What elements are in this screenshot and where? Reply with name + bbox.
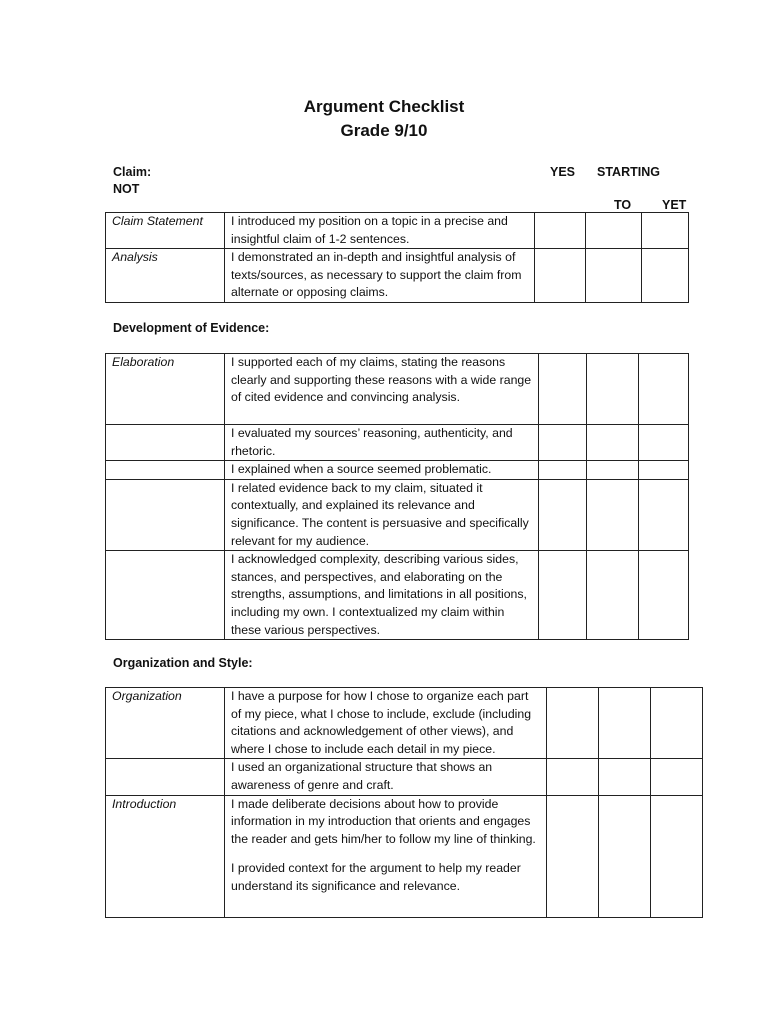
not-yet-checkbox-cell[interactable]: [639, 479, 689, 550]
page-title: Argument Checklist: [303, 97, 465, 116]
yes-checkbox-cell[interactable]: [539, 425, 587, 461]
yes-checkbox-cell[interactable]: [535, 249, 586, 303]
table-row: [106, 249, 689, 303]
not-yet-checkbox-cell[interactable]: [642, 213, 689, 249]
not-yet-checkbox-cell[interactable]: [651, 759, 703, 795]
table-row: [106, 425, 689, 461]
criteria-cell: [225, 795, 547, 917]
criteria-cell: I explained when a source seemed problematic.: [225, 461, 539, 480]
starting-checkbox-cell[interactable]: [599, 688, 651, 759]
starting-checkbox-cell[interactable]: [587, 354, 639, 425]
yes-checkbox-cell[interactable]: [547, 759, 599, 795]
page-subtitle: Grade 9/10: [340, 121, 428, 140]
table-row: [106, 688, 703, 759]
not-label: NOT: [113, 182, 140, 196]
not-yet-checkbox-cell[interactable]: [639, 354, 689, 425]
starting-checkbox-cell[interactable]: [587, 461, 639, 480]
evidence-heading: Development of Evidence:: [113, 321, 270, 335]
category-cell: Introduction: [106, 795, 225, 917]
category-cell: [106, 461, 225, 480]
criteria-cell: I demonstrated an in-depth and insightful analysis of texts/sources, as necessary to support the claim from alternate or opposing claims.: [225, 249, 535, 303]
not-yet-checkbox-cell[interactable]: [651, 688, 703, 759]
not-yet-checkbox-cell[interactable]: [639, 461, 689, 480]
not-yet-checkbox-cell[interactable]: [639, 425, 689, 461]
starting-checkbox-cell[interactable]: [599, 759, 651, 795]
criteria-cell: I have a purpose for how I chose to organize each part of my piece, what I chose to include, exclude (including citations and acknowledgement of other views), and where I chose to include each detail in my piece.: [225, 688, 547, 759]
starting-column-header: STARTING: [597, 165, 660, 179]
criteria-cell: I acknowledged complexity, describing various sides, stances, and perspectives, and elaborating on the strengths, assumptions, and limitations in all positions, including my own. I contextualized my claim within these various perspectives.: [225, 551, 539, 640]
starting-checkbox-cell[interactable]: [599, 795, 651, 917]
category-cell: Analysis: [106, 249, 225, 303]
criteria-cell: I related evidence back to my claim, situated it contextually, and explained its relevance and significance. The content is persuasive and specifically relevant for my audience.: [225, 479, 539, 550]
criteria-cell: I used an organizational structure that shows an awareness of genre and craft.: [225, 759, 547, 795]
organization-table: [105, 687, 703, 918]
yet-column-header: YET: [662, 198, 687, 212]
criteria-cell: I supported each of my claims, stating the reasons clearly and supporting these reasons with a wide range of cited evidence and convincing analysis.: [225, 354, 539, 425]
category-cell: Elaboration: [106, 354, 225, 425]
starting-checkbox-cell[interactable]: [586, 213, 642, 249]
table-row: [106, 479, 689, 550]
to-column-header: TO: [614, 198, 632, 212]
yes-checkbox-cell[interactable]: [547, 688, 599, 759]
yes-column-header: YES: [550, 165, 576, 179]
evidence-table: [105, 353, 689, 640]
yes-checkbox-cell[interactable]: [547, 795, 599, 917]
category-cell: Claim Statement: [106, 213, 225, 249]
criteria-cell: I introduced my position on a topic in a precise and insightful claim of 1-2 sentences.: [225, 213, 535, 249]
category-cell: [106, 759, 225, 795]
not-yet-checkbox-cell[interactable]: [642, 249, 689, 303]
criteria-paragraph: I made deliberate decisions about how to provide information in my introduction that orients and engages the reader and gets him/her to follow my line of thinking.: [231, 796, 536, 846]
starting-checkbox-cell[interactable]: [587, 425, 639, 461]
yes-checkbox-cell[interactable]: [539, 479, 587, 550]
not-yet-checkbox-cell[interactable]: [651, 795, 703, 917]
table-row: [106, 213, 689, 249]
yes-checkbox-cell[interactable]: [535, 213, 586, 249]
starting-checkbox-cell[interactable]: [586, 249, 642, 303]
yes-checkbox-cell[interactable]: [539, 551, 587, 640]
criteria-paragraph: I provided context for the argument to help my reader understand its significance and relevance.: [231, 861, 521, 893]
organization-heading: Organization and Style:: [113, 656, 253, 670]
criteria-cell: I evaluated my sources’ reasoning, authenticity, and rhetoric.: [225, 425, 539, 461]
table-row: [106, 795, 703, 917]
starting-checkbox-cell[interactable]: [587, 479, 639, 550]
table-row: [106, 461, 689, 480]
category-cell: [106, 479, 225, 550]
claim-label: Claim:: [113, 165, 152, 179]
table-row: [106, 354, 689, 425]
starting-checkbox-cell[interactable]: [587, 551, 639, 640]
not-yet-checkbox-cell[interactable]: [639, 551, 689, 640]
category-cell: Organization: [106, 688, 225, 759]
claim-table: [105, 212, 689, 303]
category-cell: [106, 551, 225, 640]
yes-checkbox-cell[interactable]: [539, 461, 587, 480]
table-row: [106, 759, 703, 795]
table-row: [106, 551, 689, 640]
paragraph-gap: [231, 848, 540, 860]
category-cell: [106, 425, 225, 461]
yes-checkbox-cell[interactable]: [539, 354, 587, 425]
